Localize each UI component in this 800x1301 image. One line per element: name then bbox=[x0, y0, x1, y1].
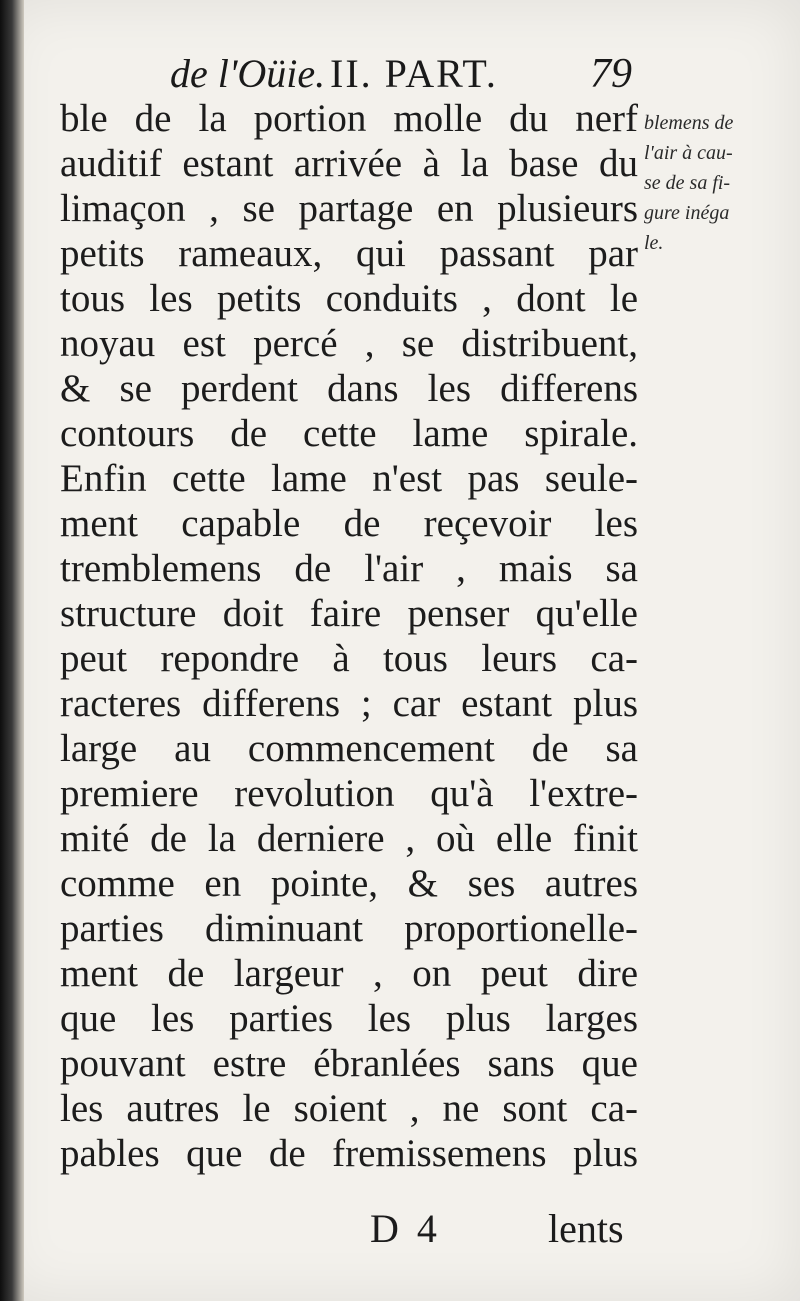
text-line: & se perdent dans les differens bbox=[60, 367, 638, 410]
marginal-note-line: l'air à cau- bbox=[644, 142, 733, 164]
text-line: Enfin cette lame n'est pas seule- bbox=[60, 457, 638, 500]
text-line: que les parties les plus larges bbox=[60, 997, 638, 1040]
text-line: tous les petits conduits , dont le bbox=[60, 277, 638, 320]
running-head-title: de l'Oüie. bbox=[170, 51, 326, 96]
text-line: parties diminuant proportionelle- bbox=[60, 907, 638, 950]
marginal-note-line: gure inéga bbox=[644, 202, 730, 224]
text-line: premiere revolution qu'à l'extre- bbox=[60, 772, 638, 815]
text-line: pouvant estre ébranlées sans que bbox=[60, 1042, 638, 1085]
text-line: petits rameaux, qui passant par bbox=[60, 232, 638, 275]
marginal-note-line: blemens de bbox=[644, 112, 734, 134]
marginal-note bbox=[644, 108, 794, 258]
catchword: lents bbox=[548, 1206, 624, 1251]
text-line: contours de cette lame spirale. bbox=[60, 412, 638, 455]
text-line: pables que de fremissemens plus bbox=[60, 1132, 638, 1175]
marginal-note-line: le. bbox=[644, 232, 664, 254]
text-line: large au commencement de sa bbox=[60, 727, 638, 770]
text-line: auditif estant arrivée à la base du bbox=[60, 142, 638, 185]
running-head-part: II. PART. bbox=[330, 51, 498, 96]
text-line: noyau est percé , se distribuent, bbox=[60, 322, 638, 365]
page-gutter-shadow bbox=[0, 0, 24, 1301]
text-line: ble de la portion molle du nerf bbox=[60, 97, 638, 140]
marginal-note-line: se de sa fi- bbox=[644, 172, 731, 194]
text-line: racteres differens ; car estant plus bbox=[60, 682, 638, 725]
page-number: 79 bbox=[590, 51, 632, 97]
body-text bbox=[60, 96, 638, 1176]
text-line: structure doit faire penser qu'elle bbox=[60, 592, 638, 635]
text-line: comme en pointe, & ses autres bbox=[60, 862, 638, 905]
text-line: ment capable de reçevoir les bbox=[60, 502, 638, 545]
text-line: mité de la derniere , où elle finit bbox=[60, 817, 638, 860]
text-line: peut repondre à tous leurs ca- bbox=[60, 637, 638, 680]
text-line: limaçon , se partage en plusieurs bbox=[60, 187, 638, 230]
text-line: ment de largeur , on peut dire bbox=[60, 952, 638, 995]
text-line: tremblemens de l'air , mais sa bbox=[60, 547, 638, 590]
signature-mark: D 4 bbox=[370, 1206, 441, 1251]
text-line: les autres le soient , ne sont ca- bbox=[60, 1087, 638, 1130]
